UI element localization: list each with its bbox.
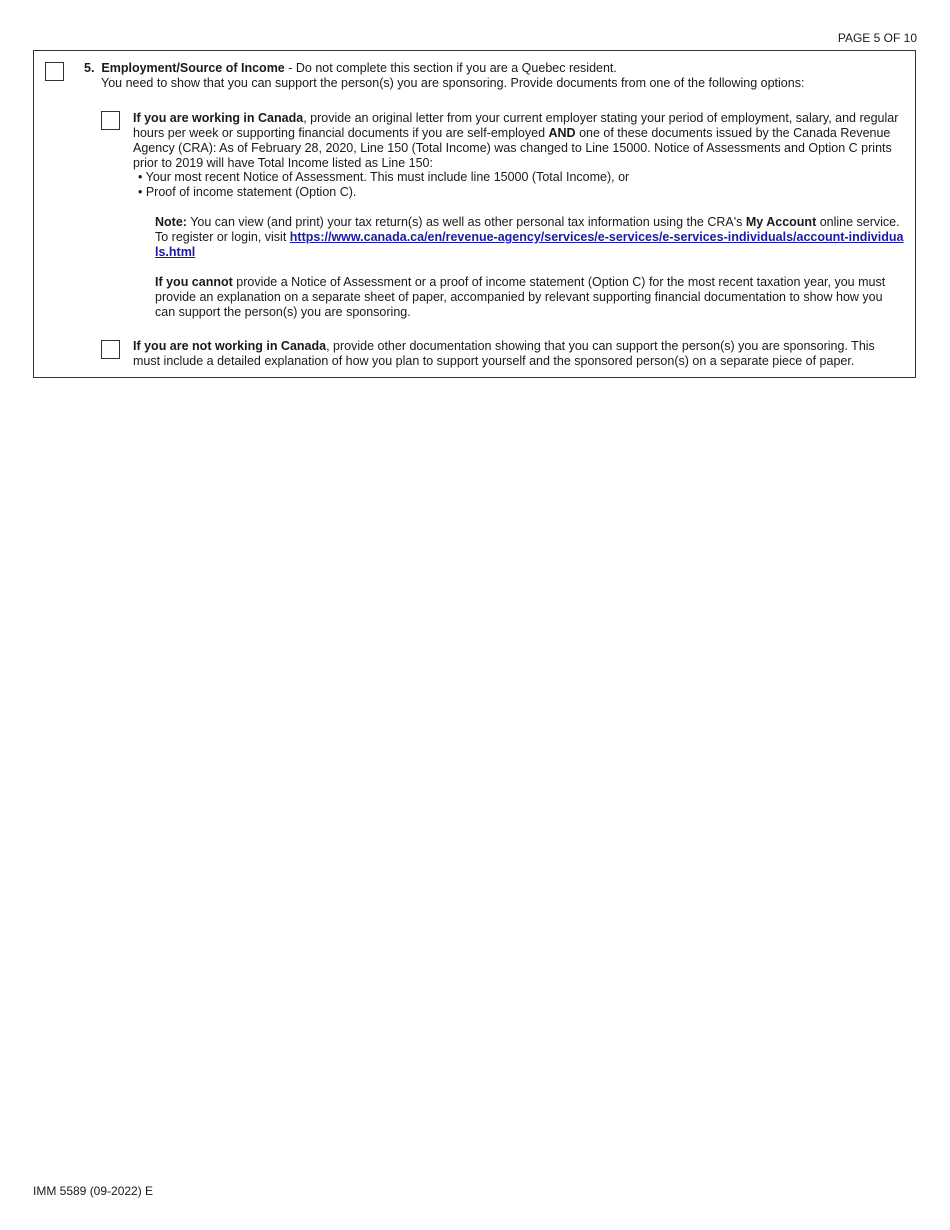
form-footer-code: IMM 5589 (09-2022) E: [33, 1184, 154, 1198]
section-intro: You need to show that you can support the person(s) you are sponsoring. Provide documents from one of the following options:: [101, 76, 805, 90]
section-title-suffix: - Do not complete this section if you are a Quebec resident.: [284, 61, 617, 75]
working-text-2: one of these documents issued by the Canada Revenue Agency (CRA): As of February 28, 2020, Line 150 (Total Income) was changed to Line 15000. Notice of Assessments and Option C prints prior to 2019 will have Total Income listed as Line 150:: [133, 126, 892, 170]
page-number: PAGE 5 OF 10: [837, 31, 917, 45]
employment-section: [33, 50, 916, 378]
section-5-checkbox[interactable]: [45, 62, 64, 81]
section-heading: [84, 61, 904, 76]
working-and: AND: [548, 126, 576, 140]
note-label: Note:: [155, 215, 187, 229]
note-text-1: You can view (and print) your tax return(s) as well as other personal tax information using the CRA's: [186, 215, 746, 229]
cannot-paragraph: [155, 275, 905, 320]
not-working-text: , provide other documentation showing that you can support the person(s) you are sponsoring. This must include a detailed explanation of how you plan to support yourself and the sponsored person(s) on a separate piece of paper.: [133, 339, 875, 368]
cannot-label: If you cannot: [155, 275, 233, 289]
working-in-canada-text: [133, 111, 903, 171]
section-number: 5.: [84, 61, 95, 75]
section-title: Employment/Source of Income: [101, 61, 285, 75]
cannot-text: provide a Notice of Assessment or a proof of income statement (Option C) for the most recent taxation year, you must provide an explanation on a separate sheet of paper, accompanied by relevant supporting financial documentation to show how you can support the person(s) you are sponsoring.: [155, 275, 886, 319]
cra-account-link[interactable]: https://www.canada.ca/en/revenue-agency/services/e-services/e-services-individuals/account-individuals.html: [155, 230, 904, 259]
not-working-in-canada-checkbox[interactable]: [101, 340, 120, 359]
bullet-item-1: • Your most recent Notice of Assessment. This must include line 15000 (Total Income), or: [138, 170, 630, 184]
bullet-item-2: • Proof of income statement (Option C).: [138, 185, 357, 199]
not-working-lead: If you are not working in Canada: [133, 339, 327, 353]
my-account-label: My Account: [745, 215, 817, 229]
working-lead: If you are working in Canada: [133, 111, 304, 125]
working-in-canada-checkbox[interactable]: [101, 111, 120, 130]
note-text-2: online service. To register or login, visit: [155, 215, 900, 244]
not-working-in-canada-text: [133, 339, 905, 369]
note-paragraph: [155, 215, 905, 260]
working-text-1: , provide an original letter from your current employer stating your period of employment, salary, and regular hours per week or supporting financial documents if you are self-employed: [133, 111, 899, 140]
